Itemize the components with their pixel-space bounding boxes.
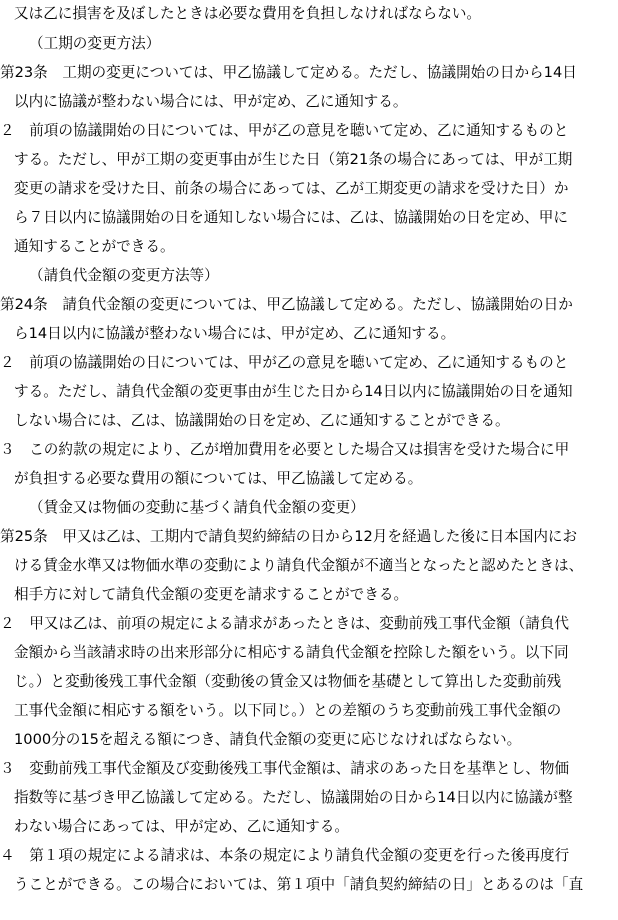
article-24-line: 第24条 請負代金額の変更については、甲乙協議して定める。ただし、協議開始の日か [0, 296, 573, 313]
paragraph-line: ２ 前項の協議開始の日については、甲が乙の意見を聴いて定め、乙に通知するものと [0, 354, 569, 371]
text-line: 相手方に対して請負代金額の変更を請求することができる。 [14, 586, 409, 603]
text-line: わない場合にあっては、甲が定め、乙に通知する。 [14, 818, 349, 835]
paragraph-line: ２ 甲又は乙は、前項の規定による請求があったときは、変動前残工事代金額（請負代 [0, 615, 570, 632]
section-heading: （賃金又は物価の変動に基づく請負代金額の変更） [29, 499, 365, 516]
text-line: が負担する必要な費用の額については、甲乙協議して定める。 [14, 470, 423, 487]
text-line: しない場合には、乙は、協議開始の日を定め、乙に通知することができる。 [14, 412, 510, 429]
section-heading: （請負代金額の変更方法等） [29, 267, 219, 284]
text-line: 工事代金額に相応する額をいう。以下同じ。）との差額のうち変動前残工事代金額の [14, 702, 562, 719]
article-25-line: 第25条 甲又は乙は、工期内で請負契約締結の日から12月を経過した後に日本国内にお [0, 528, 578, 545]
paragraph-line: ３ この約款の規定により、乙が増加費用を必要とした場合又は損害を受けた場合に甲 [0, 441, 570, 458]
text-line: ける賃金水準又は物価水準の変動により請負代金額が不適当となったと認めたときは、 [14, 557, 584, 574]
text-line: する。ただし、請負代金額の変更事由が生じた日から14日以内に協議開始の日を通知 [14, 383, 573, 400]
paragraph-line: ２ 前項の協議開始の日については、甲が乙の意見を聴いて定め、乙に通知するものと [0, 122, 569, 139]
text-line: 変更の請求を受けた日、前条の場合にあっては、乙が工期変更の請求を受けた日）か [14, 180, 569, 197]
text-line: 以内に協議が整わない場合には、甲が定め、乙に通知する。 [14, 93, 408, 110]
paragraph-line: ３ 変動前残工事代金額及び変動後残工事代金額は、請求のあった日を基準とし、物価 [0, 760, 570, 777]
text-line: 通知することができる。 [14, 238, 175, 255]
text-line: 指数等に基づき甲乙協議して定める。ただし、協議開始の日から14日以内に協議が整 [14, 789, 573, 806]
text-line: ら14日以内に協議が整わない場合には、甲が定め、乙に通知する。 [14, 325, 456, 342]
text-line: 金額から当該請求時の出来形部分に相応する請負代金額を控除した額をいう。以下同 [14, 644, 569, 661]
section-heading: （工期の変更方法） [29, 35, 161, 52]
paragraph-line: ４ 第１項の規定による請求は、本条の規定により請負代金額の変更を行った後再度行 [0, 847, 570, 864]
text-line: ら７日以内に協議開始の日を通知しない場合には、乙は、協議開始の日を定め、甲に [14, 209, 568, 226]
text-line: じ。）と変動後残工事代金額（変動後の賃金又は物価を基礎として算出した変動前残 [14, 673, 562, 690]
text-line: 1000分の15を超える額につき、請負代金額の変更に応じなければならない。 [14, 731, 522, 748]
article-23-line: 第23条 工期の変更については、甲乙協議して定める。ただし、協議開始の日から14日 [0, 64, 577, 81]
text-line: 又は乙に損害を及ぼしたときは必要な費用を負担しなければならない。 [14, 5, 482, 22]
text-line: する。ただし、甲が工期の変更事由が生じた日（第21条の場合にあっては、甲が工期 [14, 151, 573, 168]
text-line: うことができる。この場合においては、第１項中「請負契約締結の日」とあるのは「直 [14, 876, 584, 893]
